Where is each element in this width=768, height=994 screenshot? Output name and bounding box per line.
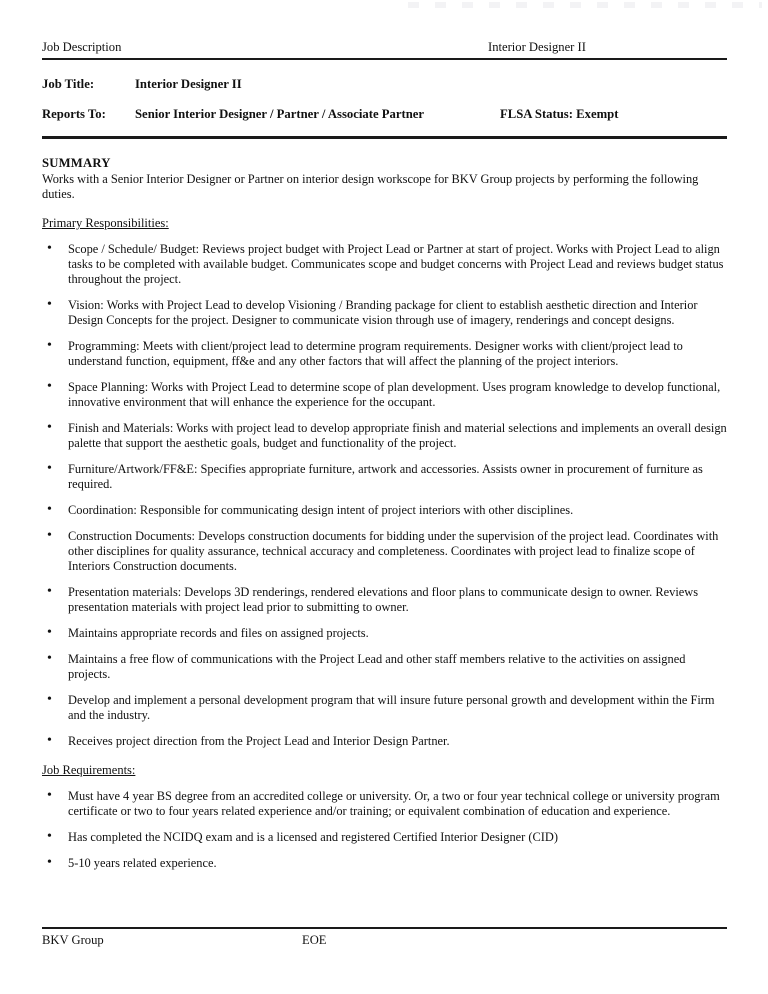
requirement-item: • 5-10 years related experience. <box>42 856 727 871</box>
doc-title-header: Interior Designer II <box>488 40 586 54</box>
requirement-item: • Must have 4 year BS degree from an accredited college or university. Or, a two or four year technical college or university program certificate or two to four years related experience and/or training; or equivalent combination of education and experience. <box>42 789 727 819</box>
responsibility-item: • Finish and Materials: Works with project lead to develop appropriate finish and material selections and implements an overall design palette that support the aesthetic goals, budget and functionality of the project. <box>42 421 727 451</box>
running-header <box>42 40 727 55</box>
job-requirements-heading: Job Requirements: <box>42 763 136 777</box>
document-content <box>42 40 727 871</box>
reports-to-label: Reports To: <box>42 107 106 121</box>
responsibility-item: • Maintains a free flow of communications with the Project Lead and other staff members relative to the activities on assigned projects. <box>42 652 727 682</box>
footer-company: BKV Group <box>42 933 104 947</box>
reports-to-value: Senior Interior Designer / Partner / Associate Partner <box>135 107 425 121</box>
footer-rule <box>42 927 727 929</box>
responsibility-item: • Maintains appropriate records and files on assigned projects. <box>42 626 727 641</box>
responsibility-item: • Coordination: Responsible for communicating design intent of project interiors with other disciplines. <box>42 503 727 518</box>
flsa-status: FLSA Status: Exempt <box>500 107 619 121</box>
job-requirements-list <box>42 789 727 871</box>
footer-eoe: EOE <box>302 933 327 947</box>
header-rule <box>42 58 727 60</box>
responsibility-item: • Develop and implement a personal development program that will insure future personal growth and development within the Firm and the industry. <box>42 693 727 723</box>
responsibility-item: • Furniture/Artwork/FF&E: Specifies appropriate furniture, artwork and accessories. Assists owner in procurement of furniture as required. <box>42 462 727 492</box>
responsibility-item: • Construction Documents: Develops construction documents for bidding under the supervision of the project lead. Coordinates with other disciplines for quality assurance, technical accuracy and completeness. Coordinates with project lead to finalize scope of Interiors Construction documents. <box>42 529 727 574</box>
primary-responsibilities-heading: Primary Responsibilities: <box>42 216 169 230</box>
responsibility-item: • Scope / Schedule/ Budget: Reviews project budget with Project Lead or Partner at start of project. Works with Project Lead to align tasks to be completed with available budget. Communicates scope and budget concerns with Project Lead and reviews budget status throughout the project. <box>42 242 727 287</box>
page-footer <box>42 927 727 948</box>
responsibility-item: • Programming: Meets with client/project lead to determine program requirements. Designer works with client/project lead to understand function, equipment, ff&e and any other factors that will affect the planning of the project interiors. <box>42 339 727 369</box>
job-title-label: Job Title: <box>42 77 95 91</box>
responsibility-item: • Vision: Works with Project Lead to develop Visioning / Branding package for client to establish aesthetic direction and Interior Design Concepts for the project. Designer to communicate vision through use of imagery, renderings and concept designs. <box>42 298 727 328</box>
meta-divider-rule <box>42 136 727 139</box>
doc-type-label: Job Description <box>42 40 122 54</box>
summary-body: Works with a Senior Interior Designer or Partner on interior design workscope for BKV Group projects by performing the following duties. <box>42 172 699 201</box>
primary-responsibilities-list <box>42 242 727 749</box>
job-title-value: Interior Designer II <box>135 77 242 91</box>
responsibility-item: • Presentation materials: Develops 3D renderings, rendered elevations and floor plans to communicate design to owner. Reviews presentation materials with project lead prior to submitting to owner. <box>42 585 727 615</box>
scan-artifact-dots <box>408 2 762 8</box>
meta-spacer <box>500 77 727 92</box>
summary-heading: SUMMARY <box>42 156 111 170</box>
requirement-item: • Has completed the NCIDQ exam and is a licensed and registered Certified Interior Designer (CID) <box>42 830 727 845</box>
job-meta-block <box>42 77 727 122</box>
responsibility-item: • Space Planning: Works with Project Lead to determine scope of plan development. Uses program knowledge to develop functional, innovative environment that will enhance the experience for the occupant. <box>42 380 727 410</box>
responsibility-item: • Receives project direction from the Project Lead and Interior Design Partner. <box>42 734 727 749</box>
